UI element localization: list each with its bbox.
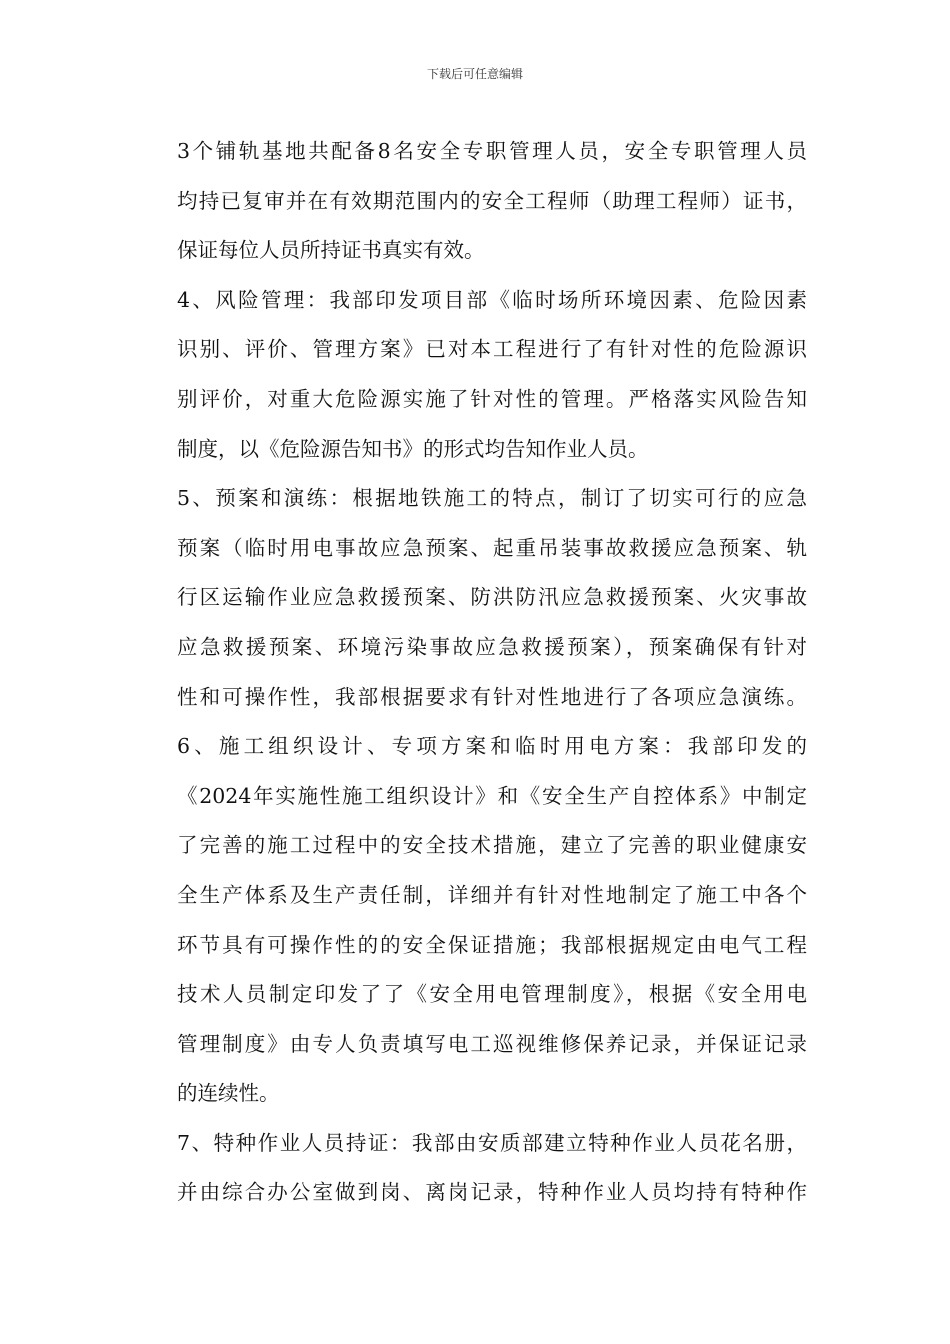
text-line: 性和可操作性，我部根据要求有针对性地进行了各项应急演练。 bbox=[177, 684, 807, 709]
text-line: 的连续性。 bbox=[177, 1081, 280, 1106]
text-line: 应急救援预案、环境污染事故应急救援预案），预案确保有针对 bbox=[177, 634, 807, 659]
text-line: 别评价，对重大危险源实施了针对性的管理。严格落实风险告知 bbox=[177, 386, 807, 411]
text-line: 全生产体系及生产责任制，详细并有针对性地制定了施工中各个 bbox=[177, 882, 807, 907]
text-line: 行区运输作业应急救援预案、防洪防汛应急救援预案、火灾事故 bbox=[177, 585, 807, 610]
text-line: 4、风险管理：我部印发项目部《临时场所环境因素、危险因素 bbox=[177, 287, 807, 312]
text-line: 3个铺轨基地共配备8名安全专职管理人员，安全专职管理人员 bbox=[177, 139, 807, 163]
text-line: 了完善的施工过程中的安全技术措施，建立了完善的职业健康安 bbox=[177, 833, 807, 858]
text-line: 预案（临时用电事故应急预案、起重吊装事故救援应急预案、轨 bbox=[177, 535, 807, 560]
text-line: 均持已复审并在有效期范围内的安全工程师（助理工程师）证书， bbox=[177, 188, 807, 213]
text-line: 制度，以《危险源告知书》的形式均告知作业人员。 bbox=[177, 436, 649, 461]
text-line: 环节具有可操作性的的安全保证措施；我部根据规定由电气工程 bbox=[177, 932, 807, 957]
text-line: 识别、评价、管理方案》已对本工程进行了有针对性的危险源识 bbox=[177, 337, 807, 362]
text-line: 6、施工组织设计、专项方案和临时用电方案：我部印发的 bbox=[177, 734, 807, 759]
text-line: 《2024年实施性施工组织设计》和《安全生产自控体系》中制定 bbox=[177, 783, 807, 808]
text-line: 技术人员制定印发了了《安全用电管理制度》，根据《安全用电 bbox=[177, 982, 807, 1007]
document-body bbox=[177, 131, 807, 1222]
text-line: 7、特种作业人员持证：我部由安质部建立特种作业人员花名册， bbox=[177, 1130, 807, 1155]
page-header: 下载后可任意编辑 bbox=[426, 67, 523, 81]
text-line: 并由综合办公室做到岗、离岗记录，特种作业人员均持有特种作 bbox=[177, 1180, 807, 1205]
text-line: 保证每位人员所持证书真实有效。 bbox=[177, 238, 485, 263]
text-line: 5、预案和演练：根据地铁施工的特点，制订了切实可行的应急 bbox=[177, 486, 807, 511]
text-line: 管理制度》由专人负责填写电工巡视维修保养记录，并保证记录 bbox=[177, 1031, 807, 1056]
